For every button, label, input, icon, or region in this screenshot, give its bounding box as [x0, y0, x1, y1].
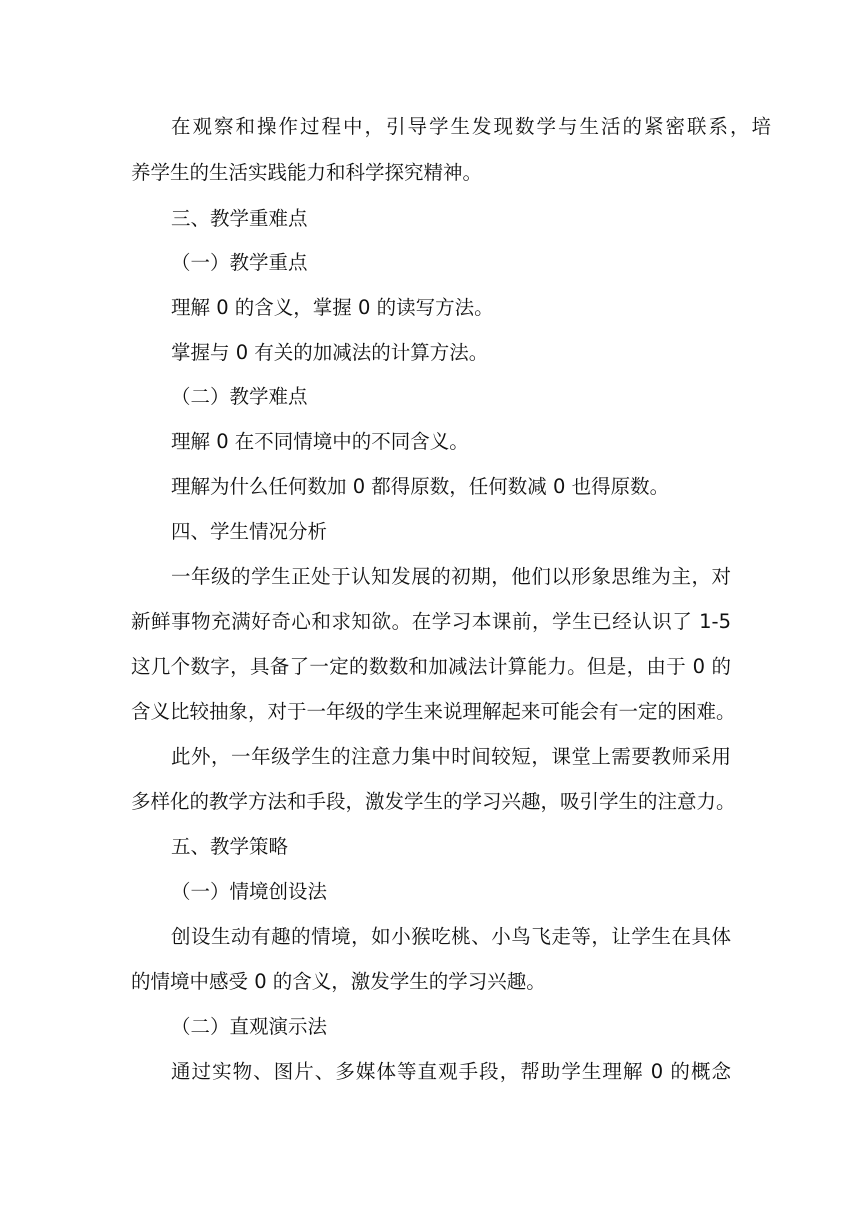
paragraph-line: 的情境中感受 0 的含义，激发学生的学习兴趣。	[131, 970, 546, 993]
paragraph-line: 创设生动有趣的情境，如小猴吃桃、小鸟飞走等，让学生在具体	[171, 925, 731, 948]
paragraph-line: 理解 0 的含义，掌握 0 的读写方法。	[171, 296, 494, 319]
section-heading: 五、教学策略	[171, 835, 289, 858]
paragraph-line: 理解为什么任何数加 0 都得原数，任何数减 0 也得原数。	[171, 475, 670, 498]
section-heading: 四、学生情况分析	[171, 520, 328, 543]
subsection-heading: （一）教学重点	[171, 251, 308, 274]
subsection-heading: （一）情境创设法	[171, 880, 328, 903]
paragraph-line: 含义比较抽象，对于一年级的学生来说理解起来可能会有一定的困难。	[131, 700, 736, 723]
paragraph-line: 这几个数字，具备了一定的数数和加减法计算能力。但是，由于 0 的	[131, 655, 731, 678]
paragraph-line: 多样化的教学方法和手段，激发学生的学习兴趣，吸引学生的注意力。	[131, 790, 736, 813]
paragraph-line: 一年级的学生正处于认知发展的初期，他们以形象思维为主，对	[171, 565, 731, 588]
subsection-heading: （二）直观演示法	[171, 1015, 328, 1038]
paragraph-line: 养学生的生活实践能力和科学探究精神。	[131, 161, 483, 184]
section-heading: 三、教学重难点	[171, 207, 308, 230]
paragraph-line: 通过实物、图片、多媒体等直观手段，帮助学生理解 0 的概念	[171, 1060, 731, 1083]
subsection-heading: （二）教学难点	[171, 385, 308, 408]
paragraph-line: 掌握与 0 有关的加减法的计算方法。	[171, 341, 489, 364]
paragraph-line: 理解 0 在不同情境中的不同含义。	[171, 430, 469, 453]
paragraph-line: 新鲜事物充满好奇心和求知欲。在学习本课前，学生已经认识了 1-5	[131, 610, 731, 633]
paragraph-line: 在观察和操作过程中，引导学生发现数学与生活的紧密联系，培	[171, 115, 771, 138]
paragraph-line: 此外，一年级学生的注意力集中时间较短，课堂上需要教师采用	[171, 745, 731, 768]
